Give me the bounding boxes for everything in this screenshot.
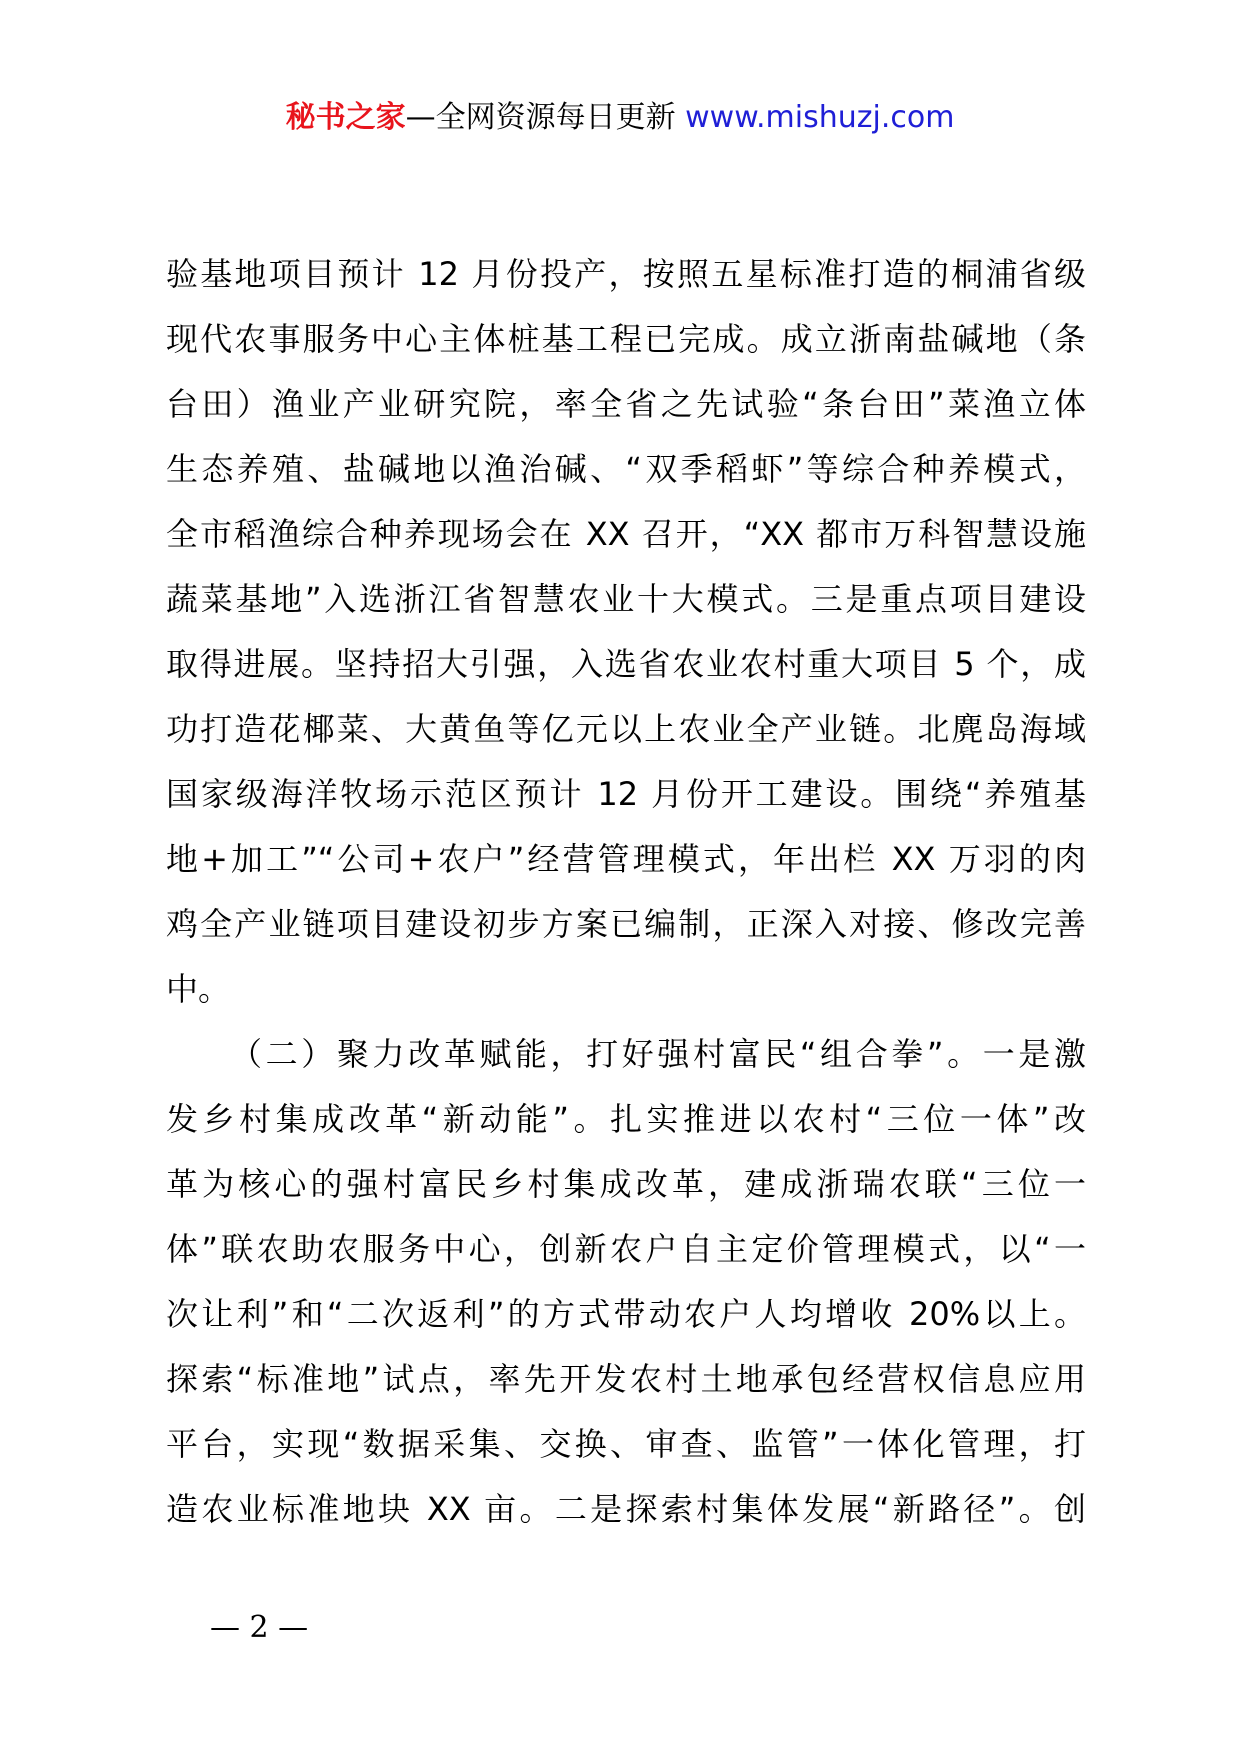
text-line: 国家级海洋牧场示范区预计 12 月份开工建设。围绕“养殖基 (166, 775, 1086, 813)
text-line: 蔬菜基地”入选浙江省智慧农业十大模式。三是重点项目建设 (166, 580, 1086, 618)
text-line: 体”联农助农服务中心，创新农户自主定价管理模式，以“一 (166, 1230, 1086, 1268)
text-line: 取得进展。坚持招大引强，入选省农业农村重大项目 5 个，成 (166, 645, 1086, 683)
text-line: 全市稻渔综合种养现场会在 XX 召开，“XX 都市万科智慧设施 (166, 515, 1086, 553)
text-line: 生态养殖、盐碱地以渔治碱、“双季稻虾”等综合种养模式， (166, 450, 1086, 488)
page-number: — 2 — (210, 1610, 309, 1645)
site-header (0, 98, 1240, 138)
text-line: 中。 (166, 970, 231, 1008)
text-line: 验基地项目预计 12 月份投产，按照五星标准打造的桐浦省级 (166, 255, 1086, 293)
text-line: 鸡全产业链项目建设初步方案已编制，正深入对接、修改完善 (166, 905, 1086, 943)
text-line: 探索“标准地”试点，率先开发农村土地承包经营权信息应用 (166, 1360, 1086, 1398)
site-url-link[interactable]: www.mishuzj.com (685, 100, 955, 135)
document-body (166, 242, 1086, 1542)
text-line: 地+加工”“公司+农户”经营管理模式，年出栏 XX 万羽的肉 (166, 840, 1086, 878)
text-line: 平台，实现“数据采集、交换、审查、监管”一体化管理，打 (166, 1425, 1086, 1463)
text-line: 发乡村集成改革“新动能”。扎实推进以农村“三位一体”改 (166, 1100, 1086, 1138)
text-line: 现代农事服务中心主体桩基工程已完成。成立浙南盐碱地（条 (166, 320, 1086, 358)
paragraph-first-line: （二）聚力改革赋能，打好强村富民“组合拳”。一是激 (230, 1035, 1086, 1073)
text-line: 台田）渔业产业研究院，率全省之先试验“条台田”菜渔立体 (166, 385, 1086, 423)
text-line: 功打造花椰菜、大黄鱼等亿元以上农业全产业链。北麂岛海域 (166, 710, 1086, 748)
text-line: 次让利”和“二次返利”的方式带动农户人均增收 20%以上。 (166, 1295, 1086, 1333)
text-line: 造农业标准地块 XX 亩。二是探索村集体发展“新路径”。创 (166, 1490, 1086, 1528)
text-line: 革为核心的强村富民乡村集成改革，建成浙瑞农联“三位一 (166, 1165, 1086, 1203)
brand-name: 秘书之家 (285, 100, 406, 135)
header-tagline: —全网资源每日更新 (405, 100, 686, 135)
